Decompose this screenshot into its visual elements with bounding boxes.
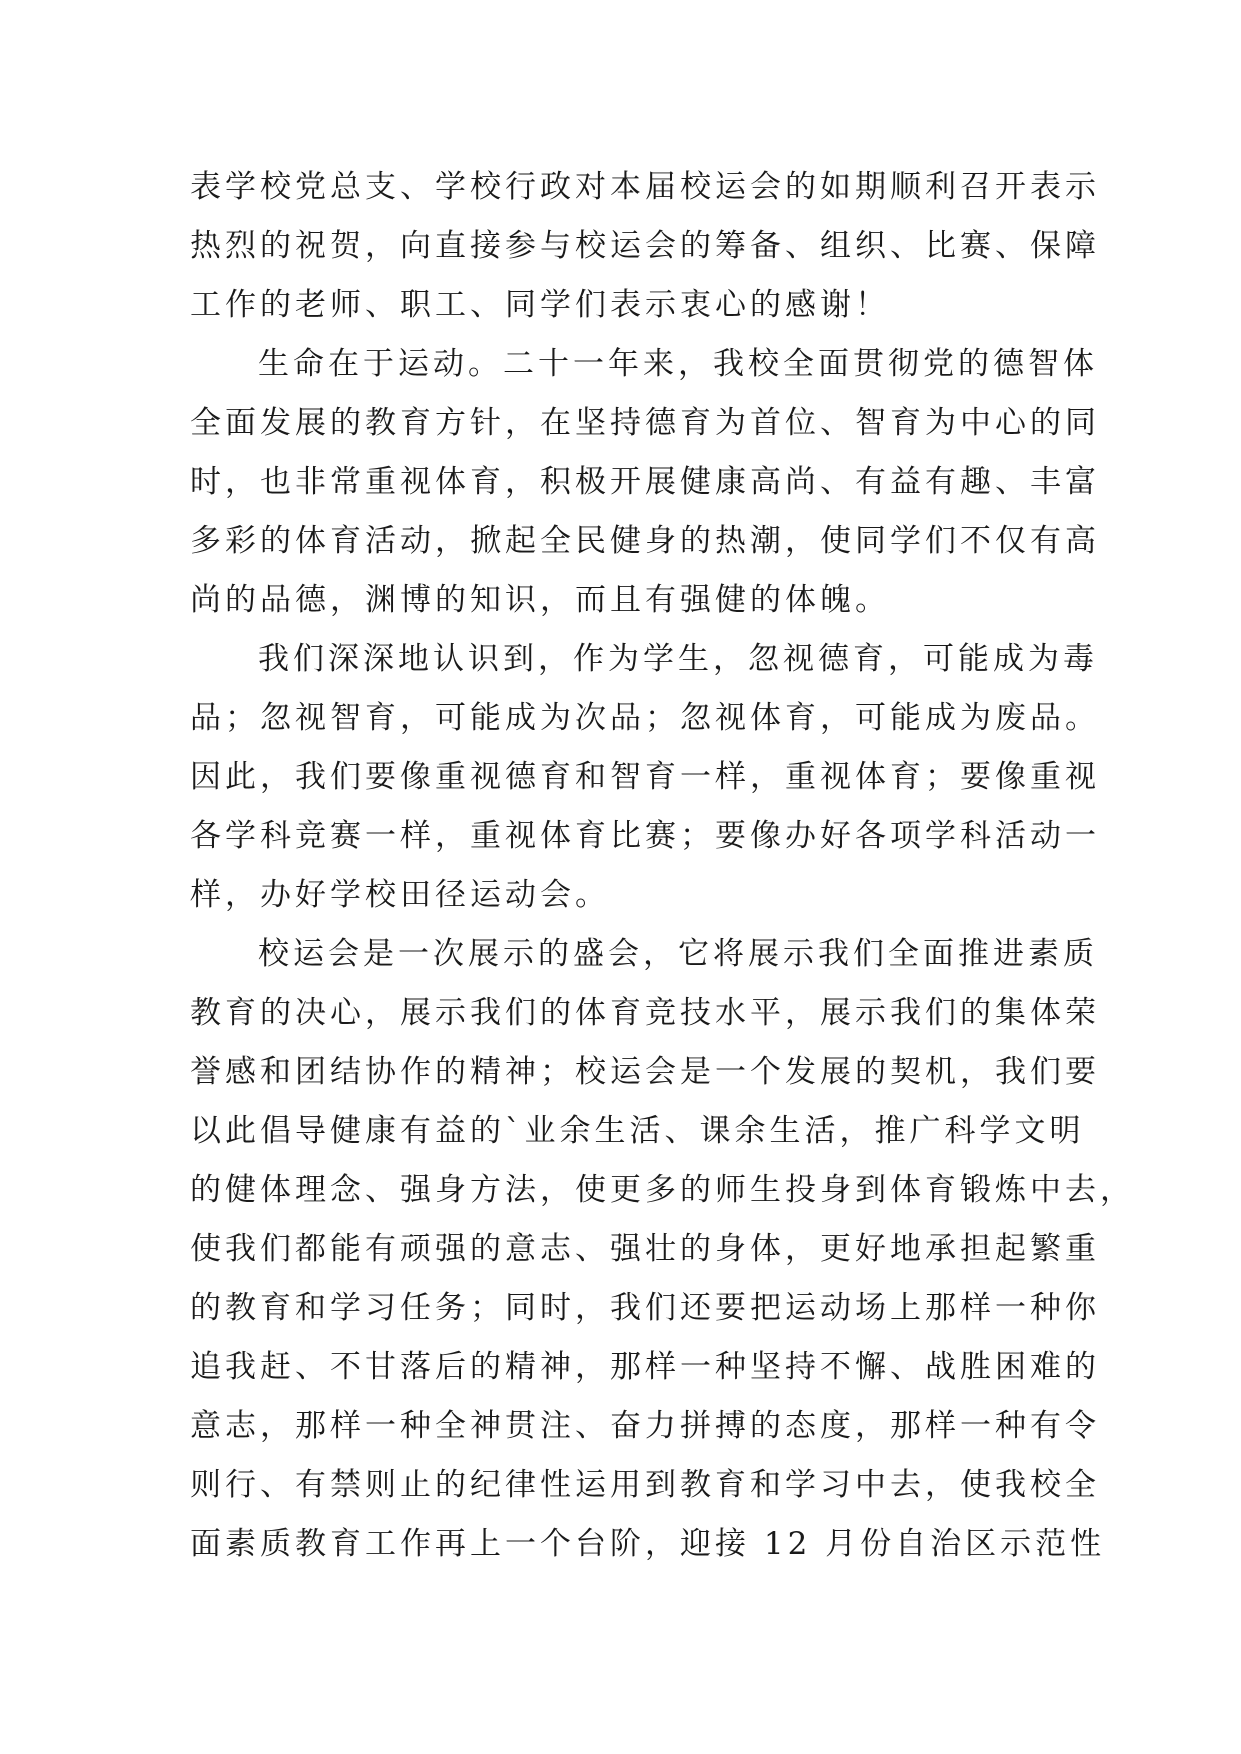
text-line: 的教育和学习任务；同时，我们还要把运动场上那样一种你 xyxy=(190,1290,1100,1326)
text-line: 各学科竞赛一样，重视体育比赛；要像办好各项学科活动一 xyxy=(190,818,1100,854)
paragraph xyxy=(190,630,1100,925)
text-line: 则行、有禁则止的纪律性运用到教育和学习中去，使我校全 xyxy=(190,1467,1100,1503)
text-line: 工作的老师、职工、同学们表示衷心的感谢！ xyxy=(190,287,890,323)
text-line: 生命在于运动。二十一年来，我校全面贯彻党的德智体 xyxy=(258,346,1098,382)
text-line: 时，也非常重视体育，积极开展健康高尚、有益有趣、丰富 xyxy=(190,464,1100,500)
text-line: 誉感和团结协作的精神；校运会是一个发展的契机，我们要 xyxy=(190,1054,1100,1090)
text-line: 全面发展的教育方针，在坚持德育为首位、智育为中心的同 xyxy=(190,405,1100,441)
text-line: 的健体理念、强身方法，使更多的师生投身到体育锻炼中去， xyxy=(190,1172,1135,1208)
text-line: 尚的品德，渊博的知识，而且有强健的体魄。 xyxy=(190,582,890,618)
text-line: 追我赶、不甘落后的精神，那样一种坚持不懈、战胜困难的 xyxy=(190,1349,1100,1385)
text-line: 校运会是一次展示的盛会，它将展示我们全面推进素质 xyxy=(258,936,1098,972)
paragraph xyxy=(190,335,1100,630)
text-line: 教育的决心，展示我们的体育竞技水平，展示我们的集体荣 xyxy=(190,995,1100,1031)
text-line: 使我们都能有顽强的意志、强壮的身体，更好地承担起繁重 xyxy=(190,1231,1100,1267)
text-line: 因此，我们要像重视德育和智育一样，重视体育；要像重视 xyxy=(190,759,1100,795)
text-line: 以此倡导健康有益的`业余生活、课余生活，推广科学文明 xyxy=(190,1113,1085,1149)
paragraph xyxy=(190,925,1135,1574)
text-line: 多彩的体育活动，掀起全民健身的热潮，使同学们不仅有高 xyxy=(190,523,1100,559)
paragraph xyxy=(190,158,1100,335)
text-line: 意志，那样一种全神贯注、奋力拼搏的态度，那样一种有令 xyxy=(190,1408,1100,1444)
text-line: 热烈的祝贺，向直接参与校运会的筹备、组织、比赛、保障 xyxy=(190,228,1100,264)
text-line: 表学校党总支、学校行政对本届校运会的如期顺利召开表示 xyxy=(190,169,1100,205)
text-line: 面素质教育工作再上一个台阶，迎接 12 月份自治区示范性 xyxy=(190,1526,1106,1562)
text-line: 品；忽视智育，可能成为次品；忽视体育，可能成为废品。 xyxy=(190,700,1100,736)
text-line: 我们深深地认识到，作为学生，忽视德育，可能成为毒 xyxy=(258,641,1098,677)
text-line: 样，办好学校田径运动会。 xyxy=(190,877,610,913)
body-text xyxy=(190,158,1135,1574)
